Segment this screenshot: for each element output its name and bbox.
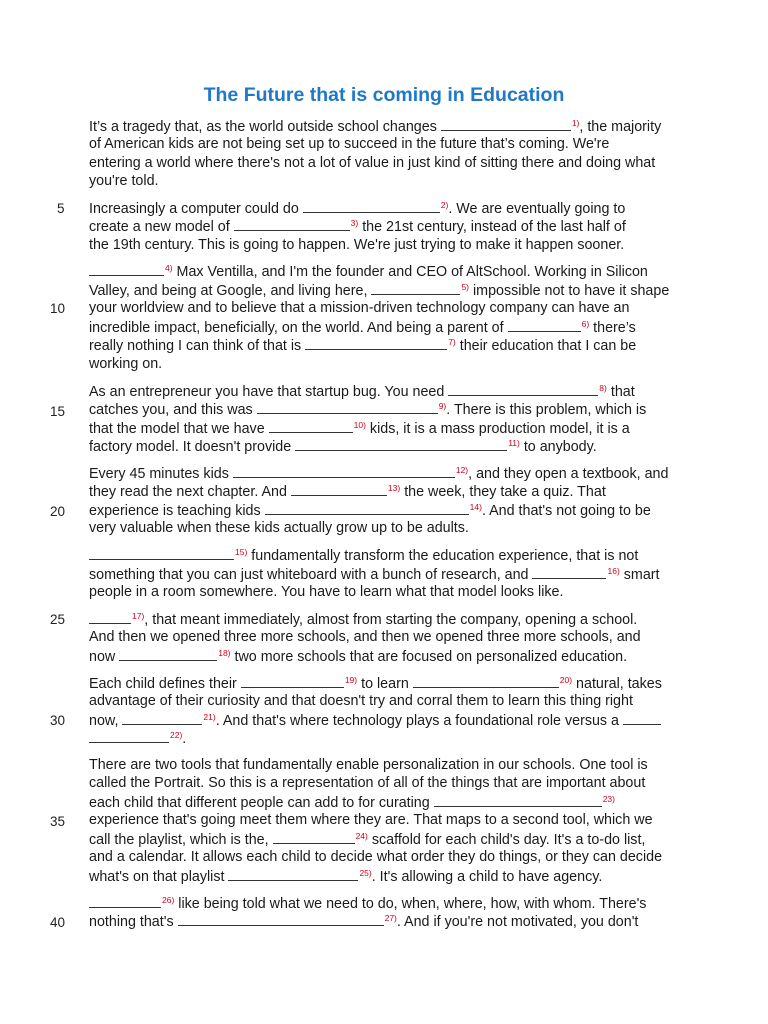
blank-field[interactable] <box>448 382 598 396</box>
line-number: 40 <box>50 915 66 930</box>
footnote-marker: 1) <box>571 118 580 128</box>
text-line: catches you, and this was $^{9)}$. There is this problem, which is <box>89 401 647 418</box>
text-line: create a new model of $^{3)}$ the 21st century, instead of the last half of <box>89 218 626 235</box>
footnote-marker: 10) <box>353 420 366 430</box>
text-line: and a calendar. It allows each child to decide what order they do things, or they can decide <box>89 849 663 865</box>
footnote-marker: 12) <box>455 465 469 475</box>
footnote-marker: 2) <box>440 200 449 210</box>
text-line: experience that's going meet them where they are. That maps to a second tool, which we <box>89 812 653 828</box>
line-number: 10 <box>50 301 66 316</box>
line-number: 15 <box>50 404 66 419</box>
text-line: something that you can just whiteboard with a bunch of research, and $^{16)}$ smart <box>89 566 660 583</box>
text-line: your worldview and to believe that a mission-driven technology company can have an <box>89 300 630 316</box>
blank-field[interactable] <box>273 830 355 844</box>
blank-field[interactable] <box>269 419 353 433</box>
text-line: $^{4)}$ Max Ventilla, and I'm the founder and CEO of AltSchool. Working in Silicon <box>89 262 648 282</box>
blank-field[interactable] <box>413 674 559 688</box>
footnote-marker: 13) <box>387 483 401 493</box>
text-line: It’s a tragedy that, as the world outside school changes $^{1)}$, the majority <box>89 118 662 135</box>
blank-field[interactable] <box>89 546 234 560</box>
line-number: 20 <box>50 504 66 519</box>
footnote-marker: 25) <box>359 868 372 878</box>
blank-field[interactable] <box>434 793 602 807</box>
footnote-marker: 15) <box>235 547 248 557</box>
footnote-marker: 7) <box>448 337 456 347</box>
text-line: Increasingly a computer could do $^{2)}$. We are eventually going to <box>89 200 626 217</box>
footnote-marker: 18) <box>218 648 231 658</box>
text-line: $^{26)}$ like being told what we need to do, when, where, how, with whom. There's <box>89 894 646 914</box>
footnote-marker: 22) <box>170 730 183 740</box>
footnote-marker: 8) <box>599 383 607 393</box>
line-number: 35 <box>50 814 66 829</box>
blank-field[interactable] <box>178 912 384 926</box>
text-line: that the model that we have $^{10)}$ kids, it is a mass production model, it is a <box>89 420 630 437</box>
footnote-marker: 21) <box>203 712 216 722</box>
blank-field[interactable] <box>441 117 571 131</box>
footnote-marker: 23) <box>602 794 615 804</box>
blank-field[interactable] <box>303 199 440 213</box>
footnote-marker: 4) <box>165 263 173 273</box>
text-line: Valley, and being at Google, and living here, $^{5)}$ impossible not to have it shape <box>89 282 670 299</box>
text-line: $^{17)}$, that meant immediately, almost from starting the company, opening a school. <box>89 610 637 630</box>
text-line: factory model. It doesn't provide $^{11)}$ to anybody. <box>89 438 597 455</box>
blank-field[interactable] <box>257 400 438 414</box>
footnote-marker: 14) <box>469 502 482 512</box>
line-number: 30 <box>50 713 66 728</box>
blank-field[interactable] <box>89 729 169 743</box>
footnote-marker: 17) <box>132 611 145 621</box>
footnote-marker: 9) <box>438 401 447 411</box>
text-line: There are two tools that fundamentally enable personalization in our schools. One tool is <box>89 757 648 773</box>
footnote-marker: 20) <box>559 675 573 685</box>
text-line: what's on that playlist $^{25)}$. It's allowing a child to have agency. <box>89 868 603 885</box>
text-line: working on. <box>89 356 163 372</box>
line-number: 25 <box>50 612 66 627</box>
blank-field[interactable] <box>305 336 447 350</box>
text-line: entering a world where there's not a lot of value in just kind of sitting there and doing what <box>89 155 656 171</box>
footnote-marker: 6) <box>581 319 590 329</box>
blank-field[interactable] <box>241 674 344 688</box>
footnote-marker: 11) <box>508 438 520 448</box>
blank-field[interactable] <box>295 437 507 451</box>
footnote-marker: 24) <box>355 831 368 841</box>
text-line: called the Portrait. So this is a representation of all of the things that are important about <box>89 775 646 791</box>
text-line: now, $^{21)}$. And that's where technology plays a foundational role versus a <box>89 711 662 731</box>
blank-field[interactable] <box>291 482 387 496</box>
text-line: the 19th century. This is going to happen. We're just trying to make it happen sooner. <box>89 237 625 253</box>
text-line: advantage of their curiosity and that doesn't try and corral them to learn this thing right <box>89 693 633 709</box>
text-line: $^{22)}$. <box>89 729 186 749</box>
footnote-marker: 19) <box>344 675 358 685</box>
blank-field[interactable] <box>89 262 164 276</box>
footnote-marker: 26) <box>162 895 175 905</box>
blank-field[interactable] <box>122 711 202 725</box>
text-line: of American kids are not being set up to succeed in the future that’s coming. We're <box>89 136 610 152</box>
text-line: Every 45 minutes kids $^{12)}$, and they open a textbook, and <box>89 465 669 482</box>
page-title: The Future that is coming in Education <box>203 84 565 106</box>
text-line: you're told. <box>89 173 159 189</box>
blank-field[interactable] <box>233 464 455 478</box>
text-line: $^{15)}$ fundamentally transform the education experience, that is not <box>89 546 638 566</box>
footnote-marker: 27) <box>384 913 397 923</box>
text-line: And then we opened three more schools, and then we opened three more schools, and <box>89 629 641 645</box>
text-line: experience is teaching kids $^{14)}$. And that's not going to be <box>89 502 651 519</box>
text-line: really nothing I can think of that is $^{7)}$ their education that I can be <box>89 337 637 354</box>
text-line: As an entrepreneur you have that startup bug. You need $^{8)}$ that <box>89 383 635 400</box>
text-line: incredible impact, beneficially, on the world. And being a parent of $^{6)}$ there’s <box>89 319 636 336</box>
blank-field[interactable] <box>532 565 606 579</box>
blank-field[interactable] <box>89 610 131 624</box>
text-line: very valuable when these kids actually grow up to be adults. <box>89 520 469 536</box>
blank-field[interactable] <box>623 711 661 725</box>
text-line: people in a room somewhere. You have to learn what that model looks like. <box>89 584 564 600</box>
blank-field[interactable] <box>89 894 161 908</box>
blank-field[interactable] <box>234 217 350 231</box>
blank-field[interactable] <box>371 281 460 295</box>
text-line: call the playlist, which is the, $^{24)}$ scaffold for each child's day. It's a to-do list, <box>89 831 646 848</box>
footnote-marker: 5) <box>461 282 469 292</box>
footnote-marker: 16) <box>607 566 620 576</box>
line-number: 5 <box>57 201 65 216</box>
text-line: each child that different people can add to for curating $^{23)}$ <box>89 794 615 811</box>
blank-field[interactable] <box>228 867 358 881</box>
text-line: Each child defines their $^{19)}$ to learn $^{20)}$ natural, takes <box>89 675 662 692</box>
blank-field[interactable] <box>265 501 469 515</box>
text-line: now $^{18)}$ two more schools that are focused on personalized education. <box>89 648 628 665</box>
text-line: they read the next chapter. And $^{13)}$ the week, they take a quiz. That <box>89 483 606 500</box>
blank-field[interactable] <box>119 647 217 661</box>
footnote-marker: 3) <box>350 218 359 228</box>
text-line: nothing that's $^{27)}$. And if you're not motivated, you don't <box>89 913 639 930</box>
blank-field[interactable] <box>508 318 581 332</box>
